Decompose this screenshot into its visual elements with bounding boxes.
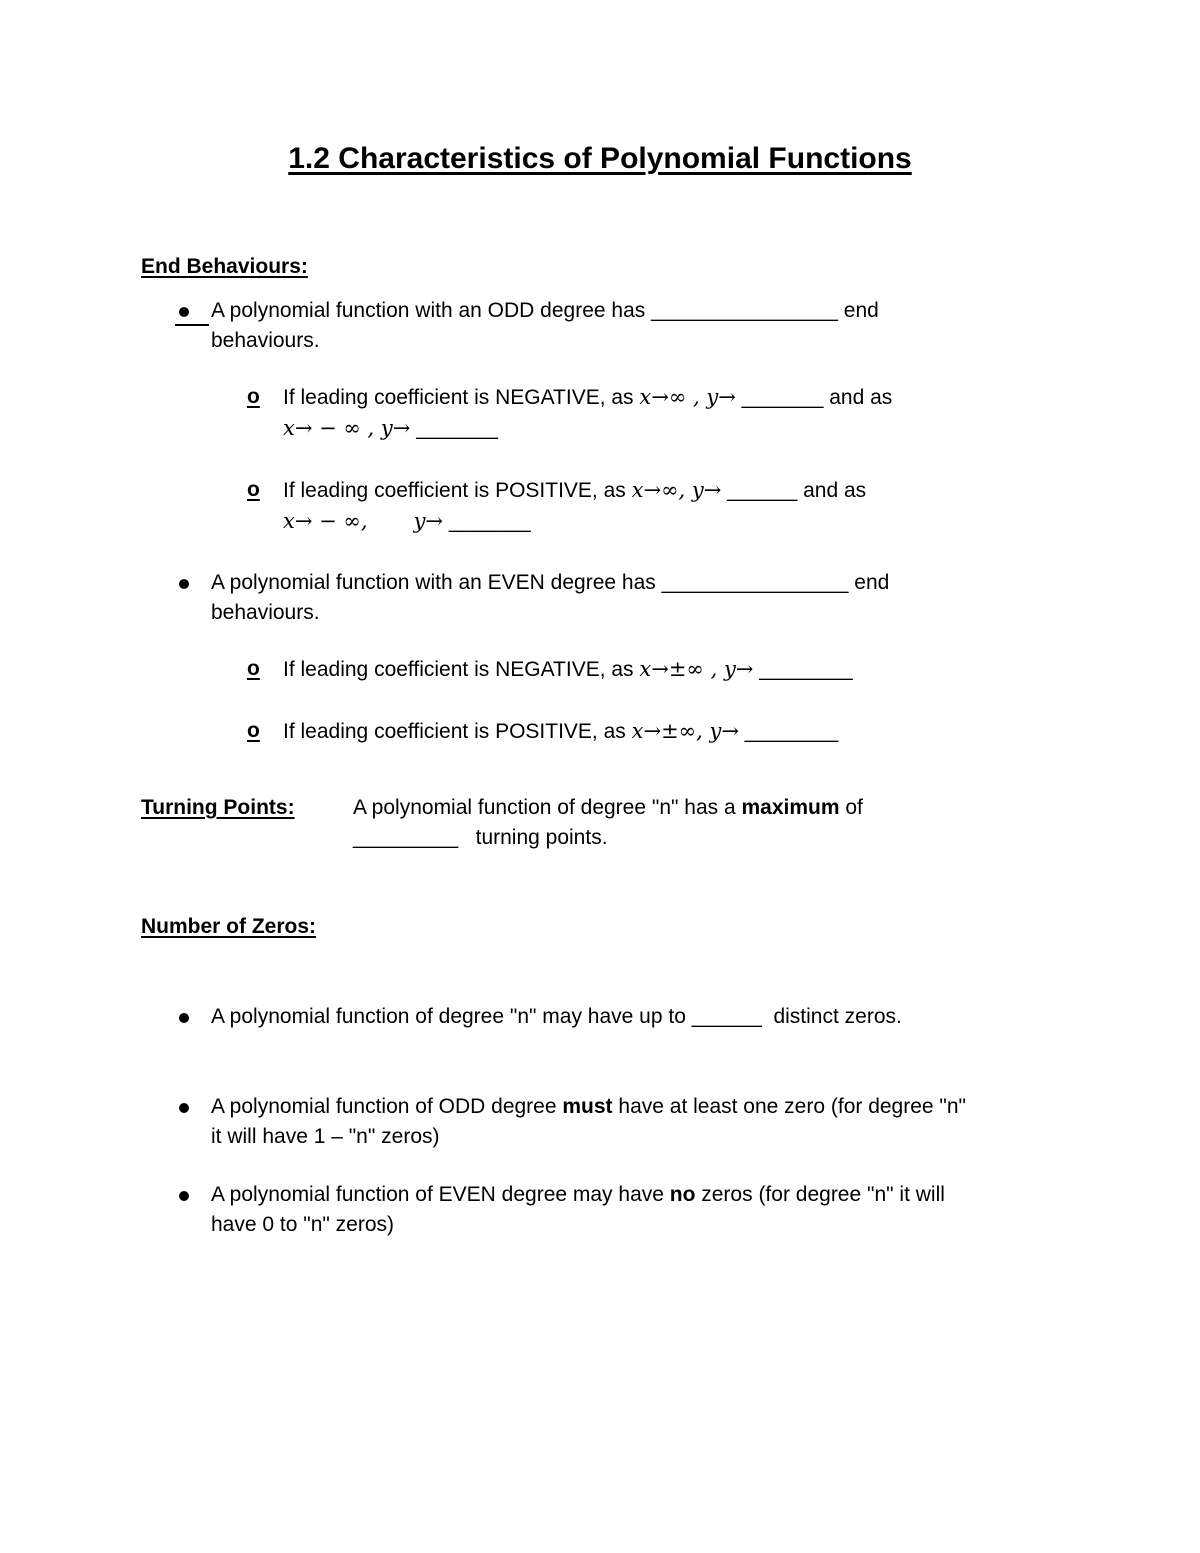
odd-degree-line1: A polynomial function with an ODD degree has ________________ end xyxy=(211,299,879,322)
answer-blank: ________ xyxy=(753,658,853,681)
odd-negative-item xyxy=(247,382,1047,442)
zeros-bullet-1-text: A polynomial function of degree "n" may have up to ______ distinct zeros. xyxy=(211,1005,902,1028)
zeros-bullet-1 xyxy=(141,1002,1101,1032)
bullet-dot-icon xyxy=(179,1103,189,1113)
math-expression: y→ xyxy=(413,509,444,533)
zeros-bullet-3-text: A polynomial function of EVEN degree may have no zeros (for degree "n" it will have 0 to "n" zeros) xyxy=(211,1183,945,1236)
turning-points-text: A polynomial function of degree "n" has a maximum of _________ turning points. xyxy=(353,793,993,853)
turning-points-blank-line: _________ turning points. xyxy=(353,826,608,849)
math-expression: x→ − ∞ , y→ xyxy=(283,416,411,440)
odd-degree-line2: behaviours. xyxy=(211,329,320,352)
answer-blank: _______ xyxy=(735,386,830,409)
odd-degree-bullet xyxy=(141,296,1101,356)
math-expression: x→∞ , y→ xyxy=(639,385,736,409)
answer-blank: _______ xyxy=(443,510,531,533)
zeros-bullet-3 xyxy=(141,1180,1101,1240)
odd-negative-text: If leading coefficient is NEGATIVE, as x→∞ , y→ _______ and as x→ − ∞ , y→ _______ xyxy=(283,385,893,440)
emphasis-must: must xyxy=(562,1095,613,1118)
even-degree-line1: A polynomial function with an EVEN degree has ________________ end xyxy=(211,571,890,594)
even-negative-text: If leading coefficient is NEGATIVE, as x→±∞ , y→ ________ xyxy=(283,657,853,681)
emphasis-no: no xyxy=(669,1183,696,1206)
zeros-bullet-2-text: A polynomial function of ODD degree must have at least one zero (for degree "n" it will have 1 – "n" zeros) xyxy=(211,1095,967,1148)
odd-positive-item xyxy=(247,475,1047,535)
odd-degree-text xyxy=(211,296,1091,356)
bullet-dot-icon xyxy=(179,1013,189,1023)
bullet-underline xyxy=(175,324,209,326)
circle-bullet-icon: o xyxy=(247,385,260,408)
even-positive-text: If leading coefficient is POSITIVE, as x→±∞, y→ ________ xyxy=(283,719,839,743)
circle-bullet-icon: o xyxy=(247,478,260,501)
even-degree-line2: behaviours. xyxy=(211,601,320,624)
page-title: 1.2 Characteristics of Polynomial Functions xyxy=(288,142,912,175)
turning-points-heading: Turning Points: xyxy=(141,796,295,819)
math-expression: x→±∞, y→ xyxy=(631,719,739,743)
bullet-dot-icon xyxy=(179,307,189,317)
bullet-dot-icon xyxy=(179,579,189,589)
even-degree-text xyxy=(211,568,1091,628)
emphasis-maximum: maximum xyxy=(741,796,840,819)
answer-blank: ________ xyxy=(738,720,839,743)
even-negative-item xyxy=(247,654,1047,684)
even-degree-bullet xyxy=(141,568,1101,628)
circle-bullet-icon: o xyxy=(247,719,260,742)
even-positive-item xyxy=(247,716,1047,746)
zeros-bullet-2 xyxy=(141,1092,1101,1152)
answer-blank: _______ xyxy=(410,417,498,440)
number-of-zeros-heading: Number of Zeros: xyxy=(141,915,317,938)
circle-bullet-icon: o xyxy=(247,657,260,680)
math-expression: x→±∞ , y→ xyxy=(639,657,754,681)
answer-blank: ______ xyxy=(721,479,804,502)
math-expression: x→ − ∞, xyxy=(283,509,368,533)
bullet-dot-icon xyxy=(179,1191,189,1201)
odd-positive-text: If leading coefficient is POSITIVE, as x→∞, y→ ______ and as x→ − ∞, y→ _______ xyxy=(283,478,867,533)
math-expression: x→∞, y→ xyxy=(631,478,722,502)
end-behaviours-heading: End Behaviours: xyxy=(141,255,308,278)
